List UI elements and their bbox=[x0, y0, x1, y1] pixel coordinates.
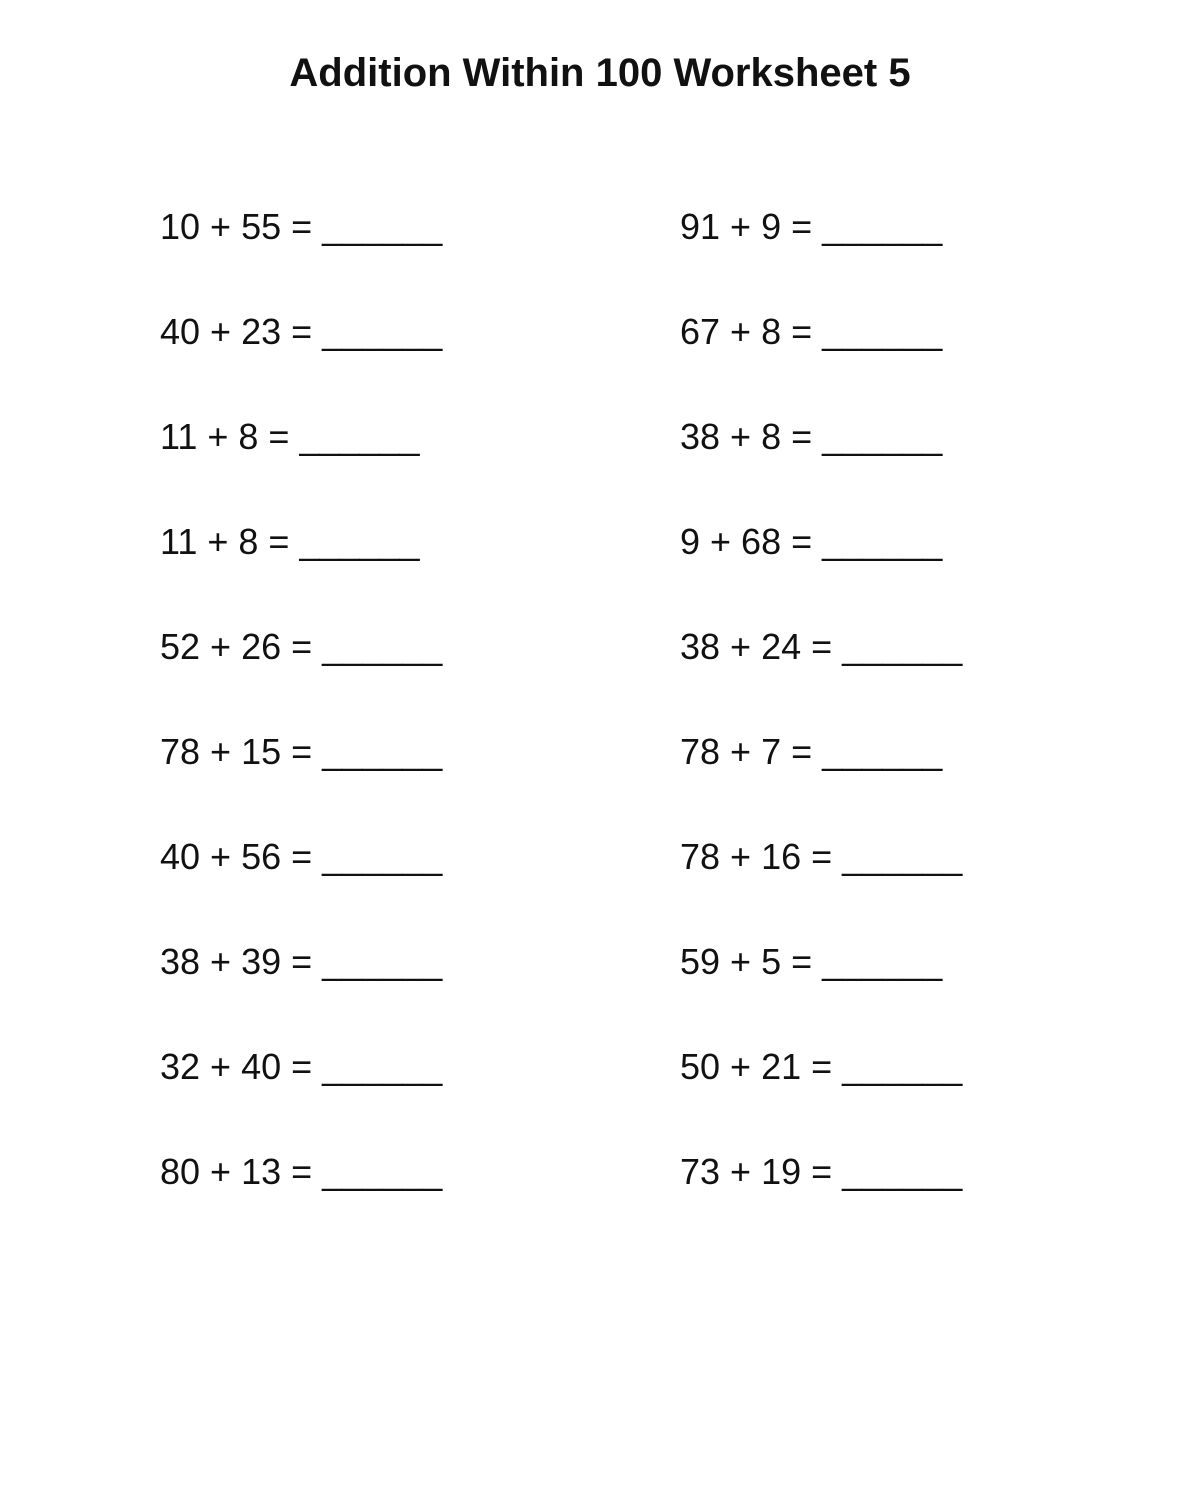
problem-item: 67 + 8 = ______ bbox=[680, 311, 943, 352]
problem-item: 32 + 40 = ______ bbox=[160, 1046, 443, 1087]
worksheet-title: Addition Within 100 Worksheet 5 bbox=[289, 51, 911, 95]
problem-item: 78 + 15 = ______ bbox=[160, 731, 443, 772]
problem-item: 11 + 8 = ______ bbox=[160, 521, 420, 562]
problem-item: 50 + 21 = ______ bbox=[680, 1046, 963, 1087]
problem-item: 9 + 68 = ______ bbox=[680, 521, 943, 562]
problem-item: 38 + 8 = ______ bbox=[680, 416, 943, 457]
problem-item: 38 + 24 = ______ bbox=[680, 626, 963, 667]
problem-item: 10 + 55 = ______ bbox=[160, 206, 443, 247]
problem-column-right bbox=[680, 202, 962, 1252]
problem-item: 59 + 5 = ______ bbox=[680, 941, 943, 982]
problem-item: 40 + 56 = ______ bbox=[160, 836, 443, 877]
problem-item: 91 + 9 = ______ bbox=[680, 206, 943, 247]
problem-item: 78 + 16 = ______ bbox=[680, 836, 963, 877]
problem-column-left bbox=[160, 202, 442, 1252]
problem-item: 38 + 39 = ______ bbox=[160, 941, 443, 982]
problem-item: 52 + 26 = ______ bbox=[160, 626, 443, 667]
problem-item: 80 + 13 = ______ bbox=[160, 1151, 443, 1192]
problem-item: 11 + 8 = ______ bbox=[160, 416, 420, 457]
problem-item: 78 + 7 = ______ bbox=[680, 731, 943, 772]
problem-item: 40 + 23 = ______ bbox=[160, 311, 443, 352]
problem-item: 73 + 19 = ______ bbox=[680, 1151, 963, 1192]
